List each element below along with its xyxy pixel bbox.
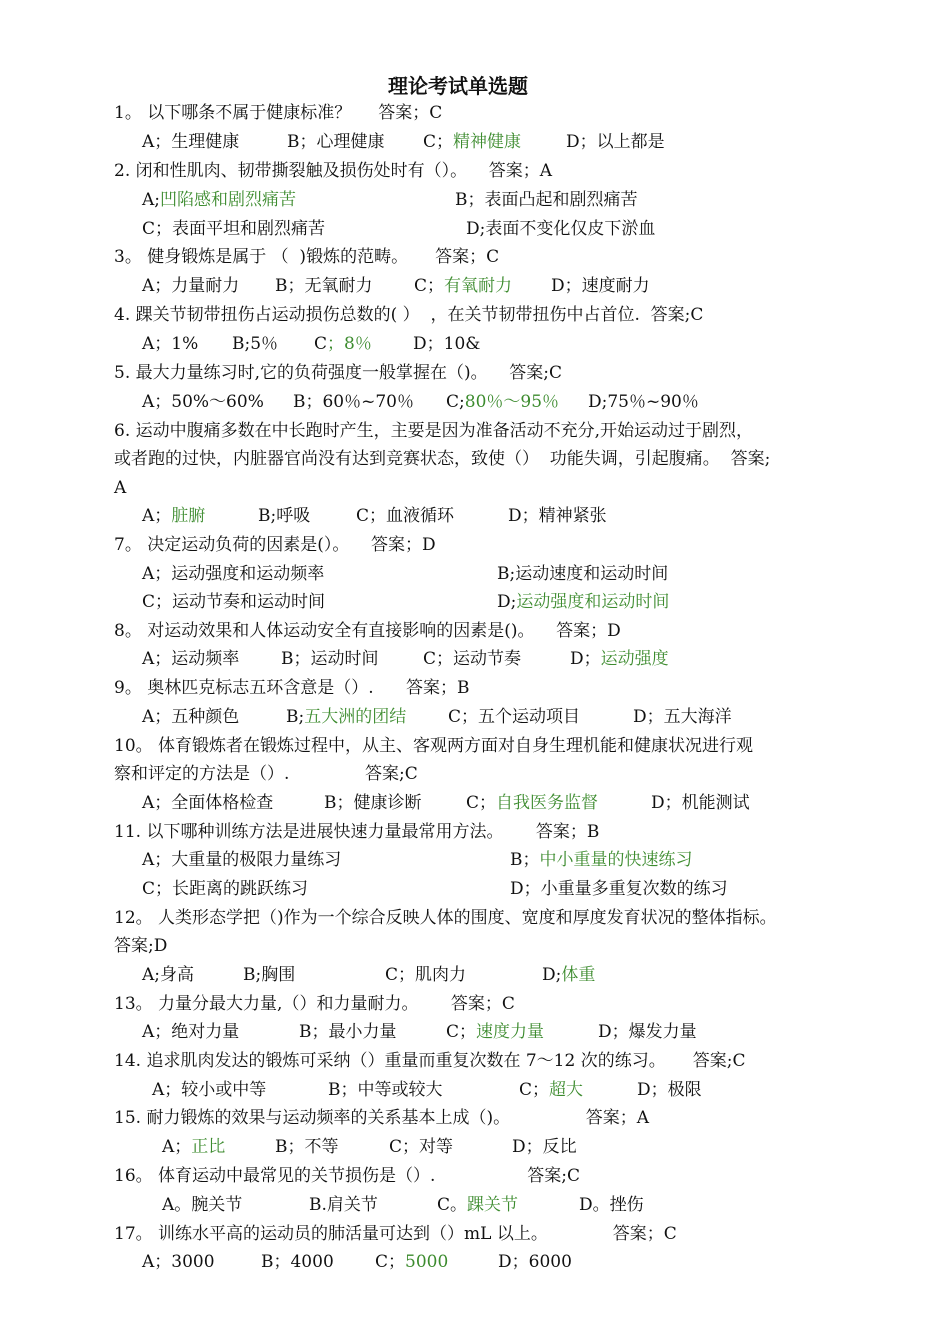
- q13-option-a: A；绝对力量: [142, 1022, 240, 1042]
- q9-option-b: [286, 704, 406, 730]
- q7-correct-answer: 运动强度和运动时间: [516, 592, 670, 612]
- question-14: 14. 追求肌肉发达的锻炼可采纳（）重量而重复次数在 7～12 次的练习。 答案;C: [114, 1051, 746, 1071]
- q14-option-a: A；较小或中等: [152, 1080, 267, 1100]
- q12-option-d: [542, 962, 595, 988]
- q17-option-b: B；4000: [261, 1252, 334, 1272]
- q16-correct-answer: 踝关节: [467, 1195, 519, 1215]
- q6-option-d: D；精神紧张: [508, 506, 607, 526]
- q15-correct-answer: 正比: [191, 1137, 226, 1157]
- question-7: 7。 决定运动负荷的因素是(）。 答案；D: [114, 535, 436, 555]
- q2-option-a: [142, 187, 296, 213]
- q10-option-a: A；全面体格检查: [142, 793, 274, 813]
- q2-option-a-prefix: A;: [142, 190, 161, 210]
- q8-option-d-prefix: D；: [570, 649, 601, 669]
- q10-option-d: D；机能测试: [651, 793, 750, 813]
- question-10-line-1: 10。 体育锻炼者在锻炼过程中，从主、客观两方面对自身生理机能和健康状况进行观: [114, 736, 754, 756]
- q9-correct-answer: 五大洲的团结: [304, 707, 407, 727]
- q8-option-b: B；运动时间: [281, 649, 379, 669]
- q2-correct-answer: 凹陷感和剧烈痛苦: [160, 190, 297, 210]
- question-9: 9。 奥林匹克标志五环含意是（）. 答案；B: [114, 678, 470, 698]
- q3-option-c-prefix: C；: [414, 276, 445, 296]
- q5-option-d: D;75％~90％: [588, 392, 699, 412]
- q8-correct-answer: 运动强度: [600, 649, 669, 669]
- q11-option-c: C；长距离的跳跃练习: [142, 879, 309, 899]
- question-5: 5. 最大力量练习时,它的负荷强度一般掌握在（)。 答案;C: [114, 363, 563, 383]
- q5-option-b: B；60％~70％: [293, 392, 415, 412]
- q16-option-c-prefix: C。: [437, 1195, 468, 1215]
- q12-correct-answer: 体重: [561, 965, 596, 985]
- q15-option-b: B；不等: [275, 1137, 339, 1157]
- question-8: 8。 对运动效果和人体运动安全有直接影响的因素是()。 答案；D: [114, 621, 621, 641]
- q15-option-a: [162, 1134, 225, 1160]
- q17-option-a: A；3000: [142, 1252, 215, 1272]
- q10-option-b: B；健康诊断: [324, 793, 422, 813]
- q12-option-a: A;身高: [142, 965, 195, 985]
- q6-option-a: [142, 503, 205, 529]
- q4-option-b: B;5％: [232, 334, 279, 354]
- q3-option-d: D；速度耐力: [551, 276, 650, 296]
- q2-option-d: D;表面不变化仅皮下淤血: [466, 219, 656, 239]
- q9-option-a: A；五种颜色: [142, 707, 240, 727]
- q10-correct-answer: 自我医务监督: [496, 793, 599, 813]
- q11-option-b-prefix: B；: [510, 850, 540, 870]
- question-6-line-1: 6. 运动中腹痛多数在中长跑时产生，主要是因为准备活动不充分,开始运动过于剧烈，: [114, 421, 754, 441]
- q6-correct-answer: 脏腑: [171, 506, 206, 526]
- q13-option-c-prefix: C；: [446, 1022, 477, 1042]
- question-15: 15. 耐力锻炼的效果与运动频率的关系基本上成（)。 答案；A: [114, 1108, 650, 1128]
- q14-option-c: [519, 1077, 583, 1103]
- q7-option-d-prefix: D;: [497, 592, 517, 612]
- q1-correct-answer: 精神健康: [453, 132, 522, 152]
- q17-correct-answer: 5000: [405, 1252, 449, 1272]
- q3-correct-answer: 有氧耐力: [444, 276, 513, 296]
- q4-correct-answer: ；8％: [327, 334, 372, 354]
- question-11: 11. 以下哪种训练方法是进展快速力量最常用方法。 答案；B: [114, 822, 600, 842]
- q16-option-d: D。挫伤: [579, 1195, 644, 1215]
- q2-option-b: B；表面凸起和剧烈痛苦: [455, 190, 638, 210]
- question-12-line-1: 12。 人类形态学把（)作为一个综合反映人体的围度、宽度和厚度发育状况的整体指标。: [114, 908, 777, 928]
- q11-option-b: [510, 847, 693, 873]
- q8-option-d: [570, 646, 669, 672]
- q2-option-c: C；表面平坦和剧烈痛苦: [142, 219, 326, 239]
- q12-option-b: B;胸围: [243, 965, 296, 985]
- q1-option-d: D；以上都是: [566, 132, 665, 152]
- q16-option-a: A。腕关节: [162, 1195, 243, 1215]
- question-6-line-2: 或者跑的过快，内脏器官尚没有达到竞赛状态，致使（） 功能失调，引起腹痛。 答案;: [114, 449, 771, 469]
- q16-option-c: [437, 1192, 518, 1218]
- q3-option-b: B；无氧耐力: [275, 276, 373, 296]
- question-6-line-3: A: [114, 478, 127, 498]
- q4-option-d: D；10&: [413, 334, 481, 354]
- q13-option-d: D；爆发力量: [598, 1022, 697, 1042]
- q10-option-c: [466, 790, 598, 816]
- q1-option-c: [423, 129, 521, 155]
- q7-option-a: A；运动强度和运动频率: [142, 564, 325, 584]
- q17-option-d: D；6000: [498, 1252, 572, 1272]
- q14-correct-answer: 超大: [549, 1080, 584, 1100]
- question-13: 13。 力量分最大力量,（）和力量耐力。 答案；C: [114, 994, 515, 1014]
- q6-option-b: B;呼吸: [258, 506, 311, 526]
- q5-option-c: [446, 389, 559, 415]
- question-17: 17。 训练水平高的运动员的肺活量可达到（）mL 以上。 答案；C: [114, 1224, 677, 1244]
- q15-option-c: C；对等: [389, 1137, 454, 1157]
- q9-option-b-prefix: B;: [286, 707, 305, 727]
- q5-option-a: A；50%～60%: [142, 392, 264, 412]
- q6-option-c: C；血液循环: [356, 506, 455, 526]
- q13-correct-answer: 速度力量: [476, 1022, 545, 1042]
- q14-option-b: B；中等或较大: [328, 1080, 443, 1100]
- q13-option-b: B；最小力量: [299, 1022, 397, 1042]
- q3-option-a: A；力量耐力: [142, 276, 240, 296]
- q14-option-c-prefix: C；: [519, 1080, 550, 1100]
- q13-option-c: [446, 1019, 544, 1045]
- question-1: 1。 以下哪条不属于健康标准？ 答案；C: [114, 103, 443, 123]
- q1-option-a: A；生理健康: [142, 132, 240, 152]
- q7-option-d: [497, 589, 669, 615]
- q5-correct-answer: 80％～95％: [464, 392, 560, 412]
- q7-option-c: C；运动节奏和运动时间: [142, 592, 326, 612]
- q17-option-c-prefix: C；: [375, 1252, 406, 1272]
- q10-option-c-prefix: C；: [466, 793, 497, 813]
- q11-option-a: A；大重量的极限力量练习: [142, 850, 342, 870]
- question-12-line-2: 答案;D: [114, 936, 168, 956]
- q5-option-c-prefix: C;: [446, 392, 465, 412]
- question-2: 2. 闭和性肌肉、韧带撕裂触及损伤处时有（）。 答案；A: [114, 161, 553, 181]
- q4-option-c: [314, 331, 372, 357]
- question-4: 4. 踝关节韧带扭伤占运动损伤总数的( ） ，在关节韧带扭伤中占首位. 答案;C: [114, 305, 704, 325]
- q7-option-b: B;运动速度和运动时间: [497, 564, 669, 584]
- q9-option-d: D；五大海洋: [633, 707, 732, 727]
- q17-option-c: [375, 1249, 448, 1275]
- page-title: 理论考试单选题: [388, 74, 528, 98]
- question-10-line-2: 察和评定的方法是（）. 答案;C: [114, 764, 418, 784]
- q15-option-a-prefix: A；: [162, 1137, 192, 1157]
- q14-option-d: D；极限: [637, 1080, 702, 1100]
- q12-option-c: C；肌肉力: [385, 965, 467, 985]
- q3-option-c: [414, 273, 512, 299]
- q8-option-c: C；运动节奏: [423, 649, 522, 669]
- question-3: 3。 健身锻炼是属于 （ )锻炼的范畴。 答案；C: [114, 247, 500, 267]
- q4-option-c-prefix: C: [314, 334, 328, 354]
- q6-option-a-prefix: A；: [142, 506, 172, 526]
- q12-option-d-prefix: D;: [542, 965, 562, 985]
- q8-option-a: A；运动频率: [142, 649, 240, 669]
- q9-option-c: C；五个运动项目: [448, 707, 581, 727]
- q4-option-a: A；1%: [142, 334, 199, 354]
- question-16: 16。 体育运动中最常见的关节损伤是（）. 答案;C: [114, 1166, 581, 1186]
- q11-correct-answer: 中小重量的快速练习: [539, 850, 693, 870]
- q1-option-b: B；心理健康: [287, 132, 385, 152]
- q1-option-c-prefix: C；: [423, 132, 454, 152]
- q16-option-b: B.肩关节: [309, 1195, 378, 1215]
- q11-option-d: D；小重量多重复次数的练习: [510, 879, 728, 899]
- q15-option-d: D；反比: [512, 1137, 577, 1157]
